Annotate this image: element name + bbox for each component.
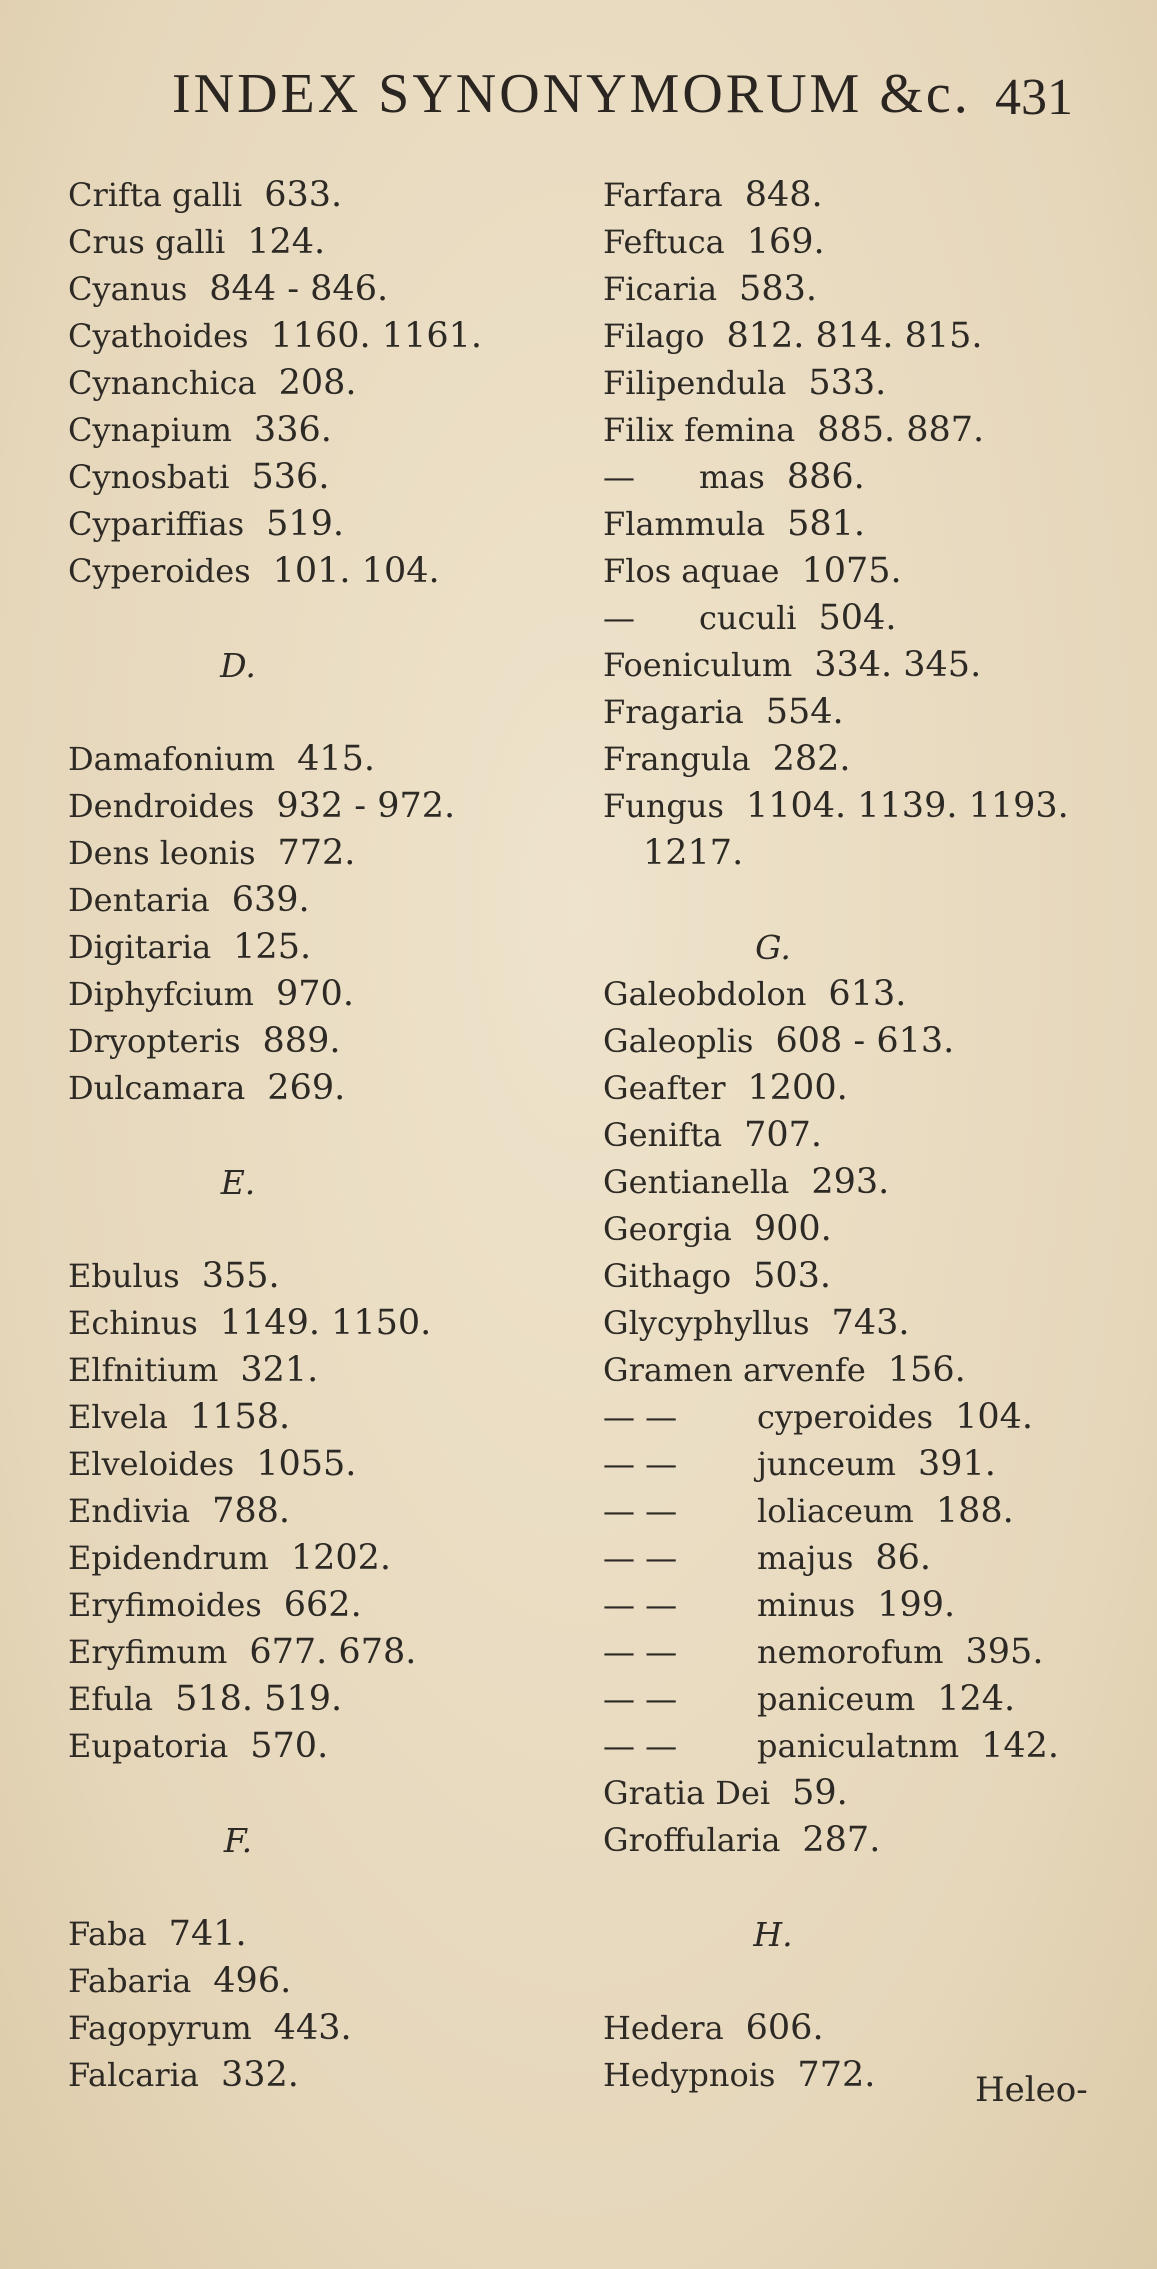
index-entry [603,689,1123,736]
index-entry [68,501,548,548]
index-entry [603,595,1123,642]
entry-pages: 1200. [747,1068,848,1108]
entry-pages: 1160. 1161. [270,316,482,356]
index-entry [68,1441,548,1488]
entry-term: Cynapium [68,411,232,449]
index-entry-continuation [603,830,1123,877]
entry-pages: 519. [266,504,345,544]
entry-pages: 1075. [801,551,902,591]
entry-pages: 101. 104. [272,551,440,591]
entry-pages: 496. [213,1961,292,2001]
index-entry [603,1629,1123,1676]
entry-term: Geafter [603,1069,726,1107]
entry-pages: 677. 678. [249,1632,417,1672]
index-entry [603,219,1123,266]
entry-term: Cyperoides [68,552,251,590]
entry-term: Genifta [603,1116,723,1154]
entry-term: Gramen arvenfe [603,1351,866,1389]
page-header [0,62,1157,132]
entry-term: Digitaria [68,928,212,966]
index-entry [603,1206,1123,1253]
index-entry [603,501,1123,548]
index-entry [603,1253,1123,1300]
entry-pages: 503. [753,1256,832,1296]
index-entry [68,830,548,877]
entry-pages: 848. [744,175,823,215]
entry-term: Galeobdolon [603,975,807,1013]
entry-pages: 355. [201,1256,280,1296]
entry-pages: 1158. [189,1397,291,1437]
index-entry [603,1347,1123,1394]
ditto-dash: — — [603,1539,678,1577]
entry-term: Flammula [603,505,766,543]
ditto-dash: — — [603,1586,678,1624]
entry-pages: 633. [264,175,343,215]
index-entry [68,1582,548,1629]
spacer [68,595,548,642]
ditto-dash: — — [603,1445,678,1483]
index-entry [603,548,1123,595]
entry-term: Diphyfcium [68,975,255,1013]
entry-pages: 741. [168,1914,247,1954]
index-entry [68,877,548,924]
entry-term: minus [757,1586,856,1624]
index-entry [68,924,548,971]
entry-term: junceum [757,1445,896,1483]
running-title: INDEX SYNONYMORUM &c. [172,63,971,125]
index-entry [603,1300,1123,1347]
spacer [68,1864,548,1911]
entry-pages: 772. [277,833,356,873]
entry-term: Eupatoria [68,1727,229,1765]
entry-pages: 104. [955,1397,1033,1437]
index-entry [68,1300,548,1347]
index-entry [603,1394,1123,1441]
ditto-dash: — — [603,1727,678,1765]
index-entry [603,1065,1123,1112]
spacer [68,1770,548,1817]
entry-term: Epidendrum [68,1539,269,1577]
entry-term: Elvela [68,1398,168,1436]
entry-term: Frangula [603,740,751,778]
index-entry [603,1018,1123,1065]
entry-term: Fungus [603,787,724,825]
entry-pages: 124. [937,1679,1016,1719]
ditto-dash: — — [603,1492,678,1530]
entry-term: Hedera [603,2009,724,2047]
ditto-dash: — — [603,1633,678,1671]
entry-term: Ebulus [68,1257,180,1295]
entry-term: Elveloides [68,1445,235,1483]
entry-pages: 59. [792,1773,848,1813]
entry-pages: 583. [739,269,817,309]
entry-term: Githago [603,1257,732,1295]
index-entry [68,219,548,266]
index-entry [603,1535,1123,1582]
entry-pages: 124. [247,222,326,262]
right-column [603,172,1123,2099]
entry-term: Glycyphyllus [603,1304,810,1342]
index-entry [68,1253,548,1300]
entry-pages: 169. [746,222,825,262]
index-entry [603,1582,1123,1629]
entry-term: Crus galli [68,223,226,261]
entry-pages: 570. [250,1726,329,1766]
page-number: 431 [995,69,1073,126]
entry-pages: 332. [220,2055,299,2095]
entry-term: nemorofum [757,1633,944,1671]
ditto-dash: — [603,599,635,637]
entry-pages: 900. [753,1209,832,1249]
entry-term: Dens leonis [68,834,256,872]
index-entry [68,172,548,219]
entry-term: Dentaria [68,881,210,919]
index-entry [603,2005,1123,2052]
entry-pages: 287. [802,1820,881,1860]
entry-term: cuculi [699,599,797,637]
entry-pages: 282. [772,739,851,779]
entry-term: Cyathoides [68,317,249,355]
entry-pages: 533. [808,363,887,403]
entry-term: Dulcamara [68,1069,246,1107]
index-entry [603,971,1123,1018]
index-entry [603,1488,1123,1535]
entry-term: Dryopteris [68,1022,241,1060]
entry-pages: 639. [231,880,310,920]
entry-pages: 156. [887,1350,966,1390]
index-entry [68,1065,548,1112]
entry-pages: 443. [273,2008,352,2048]
entry-term: Eryfimum [68,1633,228,1671]
index-entry [68,1629,548,1676]
index-entry [603,642,1123,689]
entry-pages: 606. [745,2008,824,2048]
entry-pages: 1217. [643,833,744,873]
entry-term: Efula [68,1680,154,1718]
entry-pages: 142. [981,1726,1059,1766]
entry-pages: 269. [267,1068,346,1108]
entry-pages: 86. [875,1538,932,1578]
entry-pages: 199. [877,1585,956,1625]
index-entry [68,1676,548,1723]
entry-pages: 536. [251,457,330,497]
entry-pages: 504. [818,598,897,638]
index-entry [68,736,548,783]
entry-term: majus [757,1539,854,1577]
entry-term: Gratia Dei [603,1774,771,1812]
entry-term: Feftuca [603,223,725,261]
entry-pages: 188. [935,1491,1014,1531]
entry-pages: 125. [233,927,312,967]
index-entry [68,313,548,360]
index-entry [68,971,548,1018]
entry-term: Crifta galli [68,176,243,214]
entry-term: Filix femina [603,411,796,449]
entry-term: Cynanchica [68,364,257,402]
entry-term: Flos aquae [603,552,780,590]
entry-term: Filago [603,317,705,355]
section-letter: E. [220,1163,256,1202]
entry-pages: 886. [786,457,865,497]
index-entry [603,1723,1123,1770]
entry-pages: 608 - 613. [775,1021,955,1061]
section-letter: H. [753,1915,793,1954]
entry-term: Eryfimoides [68,1586,262,1624]
entry-term: Fragaria [603,693,744,731]
entry-term: Cypariffias [68,505,245,543]
spacer [603,1958,1123,2005]
entry-term: Fagopyrum [68,2009,252,2047]
entry-pages: 518. 519. [175,1679,343,1719]
entry-term: Endivia [68,1492,191,1530]
index-entry [603,313,1123,360]
index-entry [68,783,548,830]
entry-pages: 1055. [256,1444,357,1484]
index-entry [603,454,1123,501]
entry-term: Dendroides [68,787,255,825]
entry-term: Fabaria [68,1962,192,2000]
index-entry [603,1770,1123,1817]
entry-term: mas [699,458,765,496]
index-entry [603,1112,1123,1159]
index-entry [68,1394,548,1441]
entry-term: Cynosbati [68,458,230,496]
entry-pages: 293. [811,1162,890,1202]
ditto-dash: — — [603,1680,678,1718]
entry-term: Damafonium [68,740,276,778]
entry-term: Gentianella [603,1163,790,1201]
entry-term: Echinus [68,1304,198,1342]
entry-pages: 321. [240,1350,319,1390]
entry-pages: 554. [765,692,844,732]
index-entry [68,1488,548,1535]
entry-term: paniceum [757,1680,916,1718]
entry-term: Galeoplis [603,1022,754,1060]
entry-term: Elfnitium [68,1351,219,1389]
entry-term: Foeniculum [603,646,793,684]
entry-term: Faba [68,1915,147,1953]
entry-term: Falcaria [68,2056,199,2094]
index-entry [603,360,1123,407]
section-letter: G. [755,928,791,967]
index-entry [603,736,1123,783]
ditto-dash: — — [603,1398,678,1436]
entry-pages: 812. 814. 815. [726,316,983,356]
index-entry [68,1018,548,1065]
entry-pages: 1149. 1150. [219,1303,432,1343]
entry-pages: 662. [283,1585,362,1625]
index-entry [603,266,1123,313]
index-entry [603,407,1123,454]
entry-term: Farfara [603,176,723,214]
spacer [68,1206,548,1253]
entry-pages: 844 - 846. [209,269,389,309]
ditto-dash: — [603,458,635,496]
catchword: Heleo- [975,2070,1088,2110]
entry-term: Groffularia [603,1821,781,1859]
index-entry [603,1441,1123,1488]
entry-pages: 208. [278,363,357,403]
index-entry [68,1911,548,1958]
index-entry [68,548,548,595]
entry-term: Filipendula [603,364,787,402]
left-column [68,172,548,2099]
spacer [603,1864,1123,1911]
section-letter: D. [220,646,256,685]
entry-pages: 743. [831,1303,910,1343]
index-entry [68,1723,548,1770]
entry-term: paniculatnm [757,1727,960,1765]
index-entry [603,1159,1123,1206]
entry-pages: 1202. [290,1538,392,1578]
index-entry [68,2005,548,2052]
index-entry [68,1958,548,2005]
spacer [68,689,548,736]
section-letter: F. [223,1821,253,1860]
entry-pages: 707. [744,1115,823,1155]
index-entry [603,1676,1123,1723]
entry-pages: 1104. 1139. 1193. [745,786,1069,826]
spacer [603,877,1123,924]
entry-pages: 336. [253,410,332,450]
entry-pages: 889. [262,1021,341,1061]
entry-pages: 932 - 972. [276,786,456,826]
entry-term: Hedypnois [603,2056,776,2094]
index-entry [68,454,548,501]
index-entry [68,1535,548,1582]
index-entry [68,407,548,454]
entry-term: Ficaria [603,270,718,308]
entry-term: Georgia [603,1210,732,1248]
entry-pages: 885. 887. [817,410,985,450]
entry-term: Cyanus [68,270,188,308]
index-entry [603,172,1123,219]
index-entry [603,1817,1123,1864]
index-entry [68,360,548,407]
entry-pages: 772. [797,2055,876,2095]
entry-term: cyperoides [757,1398,934,1436]
entry-pages: 970. [276,974,354,1014]
entry-pages: 391. [917,1444,996,1484]
entry-pages: 395. [965,1632,1044,1672]
index-entry [68,2052,548,2099]
index-entry [68,266,548,313]
spacer [68,1112,548,1159]
entry-pages: 788. [212,1491,291,1531]
entry-pages: 415. [297,739,375,779]
entry-pages: 613. [828,974,907,1014]
entry-pages: 581. [787,504,866,544]
entry-term: loliaceum [757,1492,914,1530]
entry-pages: 334. 345. [814,645,982,685]
index-entry [603,783,1123,830]
index-entry [68,1347,548,1394]
